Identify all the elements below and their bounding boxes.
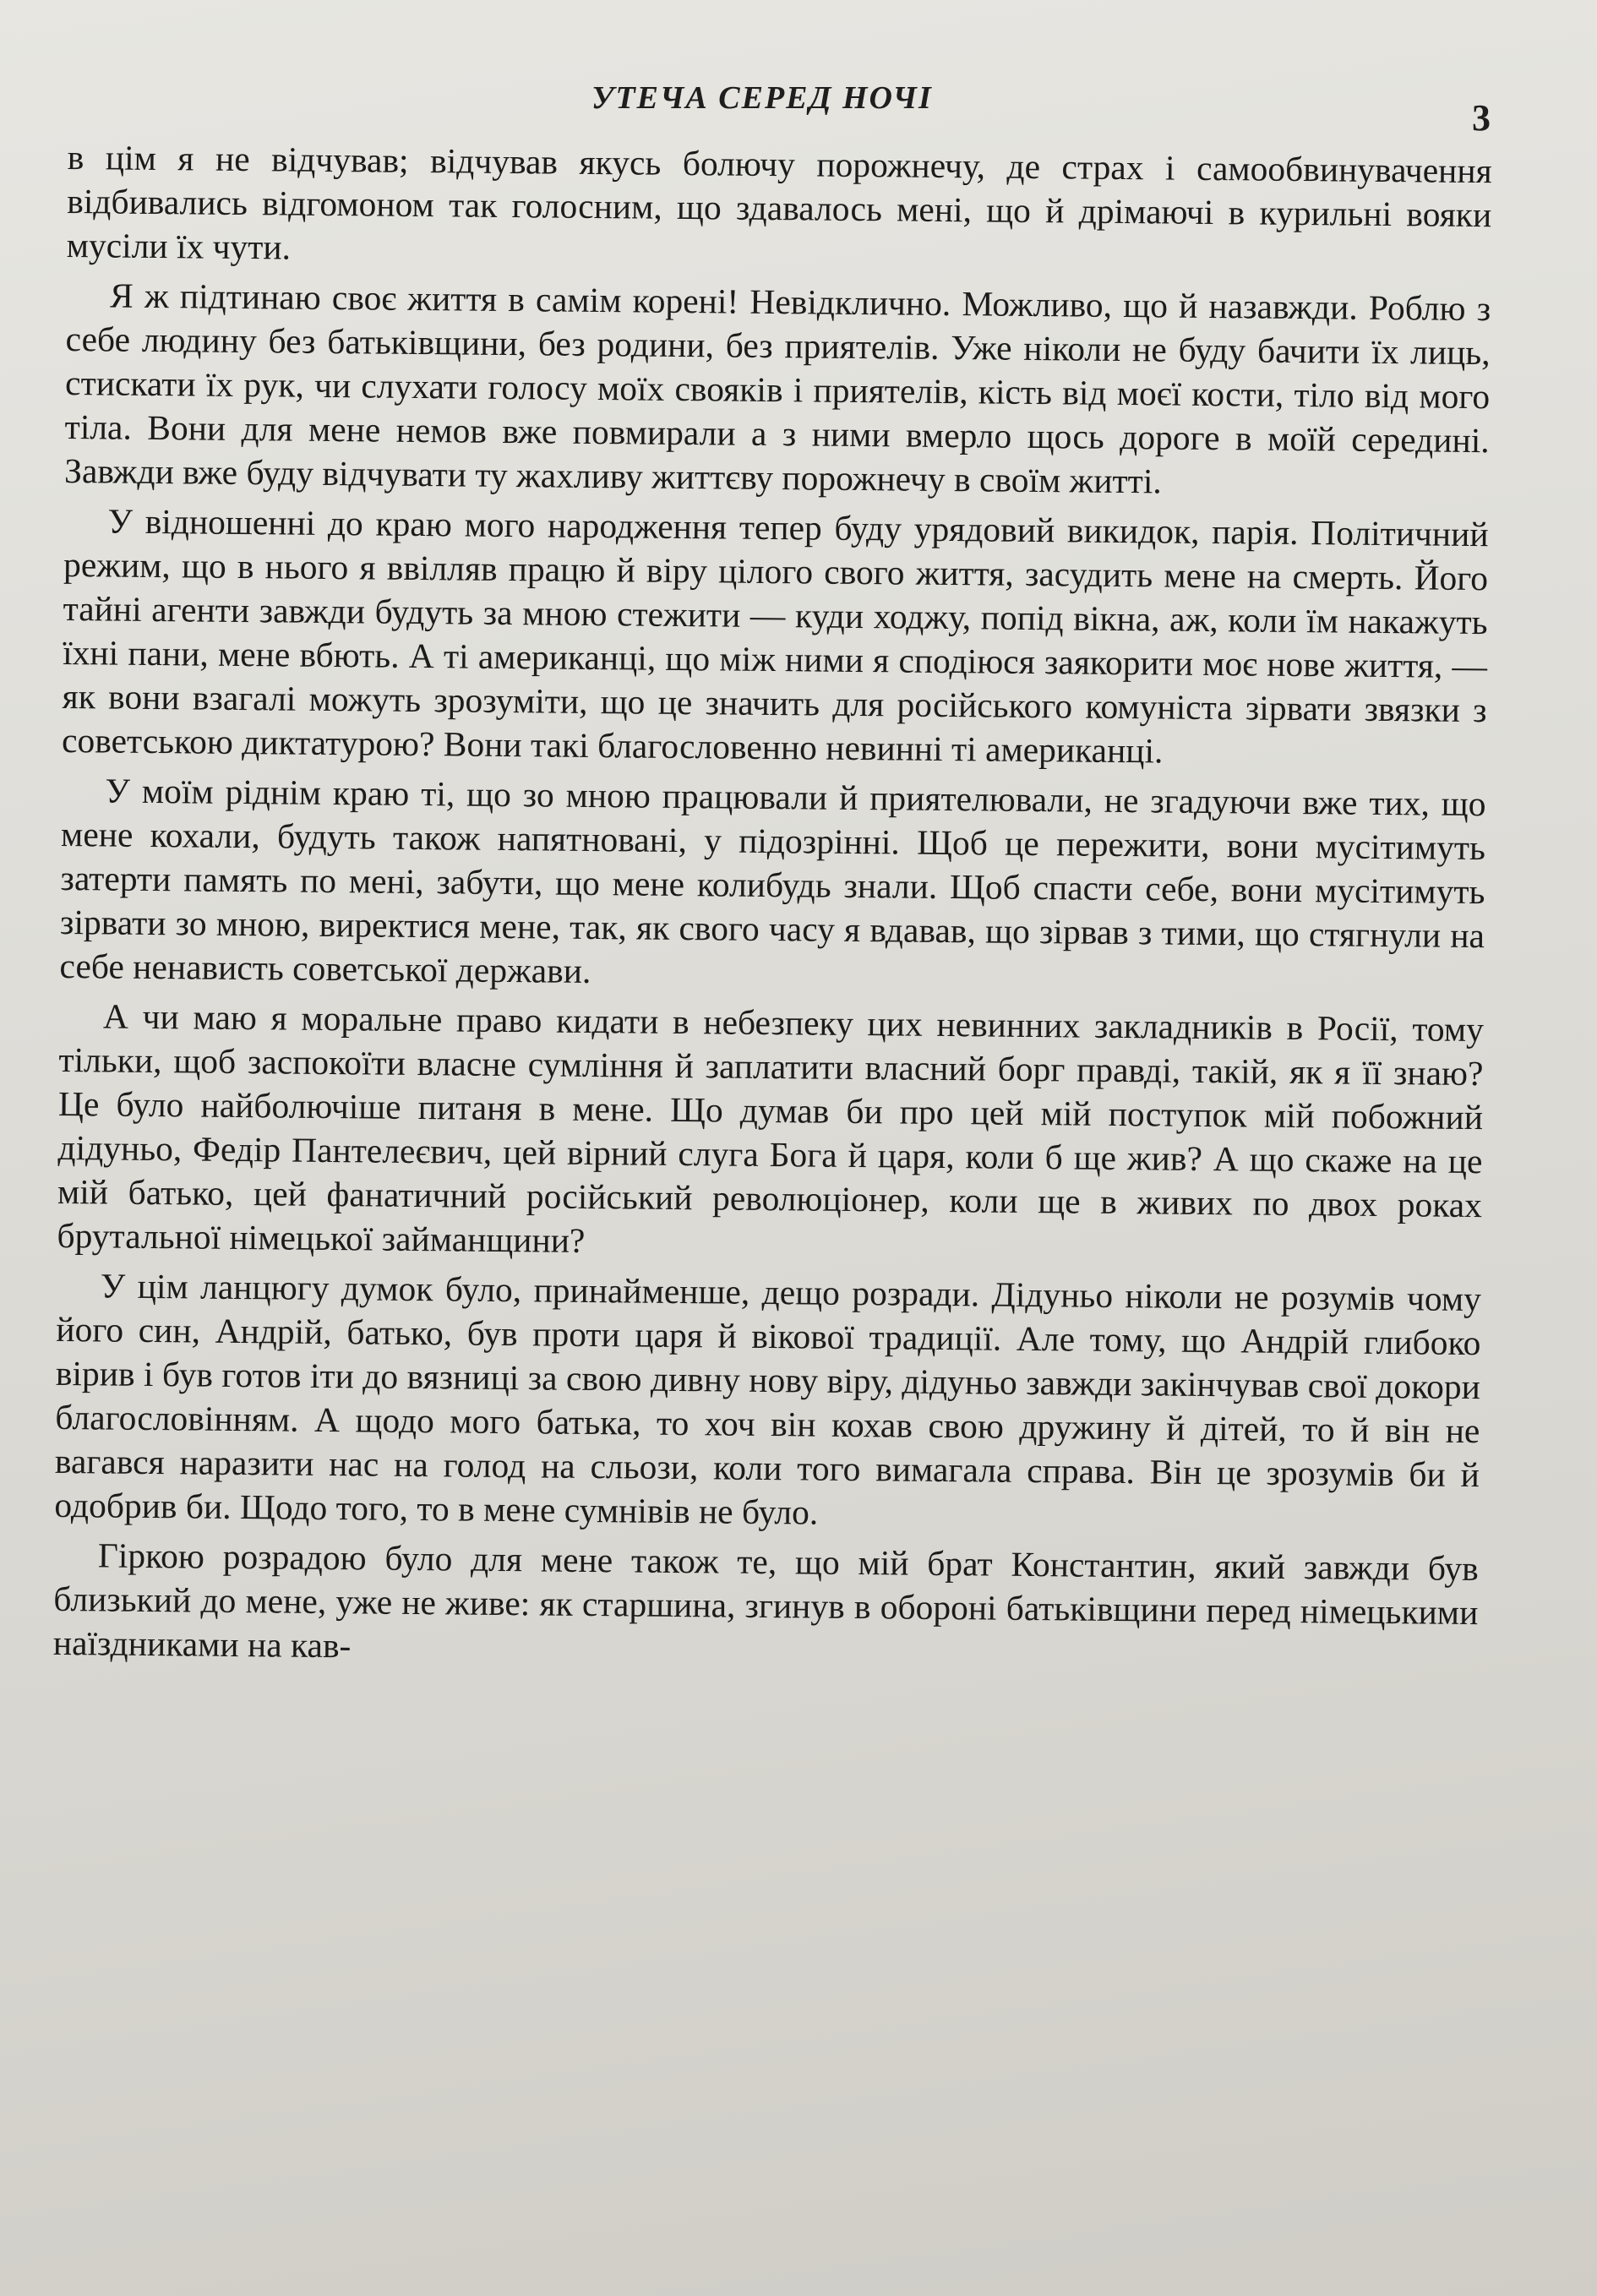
page-header — [0, 78, 1597, 139]
paragraph: в цім я не відчував; відчував якусь болючу порожнечу, де страх і самообвинувачення відбивались відгомоном так голосним, що здавалось мені, що й дрімаючі в курильні вояки мусіли їх чути. — [66, 137, 1492, 267]
page-number: 3 — [1472, 97, 1491, 139]
paragraph: А чи маю я моральне право кидати в небезпеку цих невинних закладників в Росії, тому тільки, щоб заспокоїти власне сумління й заплатити власний борг правді, такій, як я її знаю? Це було найболючіше питаня в мене. Що думав би про цей мій поступок мій побожний дідуньо, Федір Пантелеєвич, цей вірний слуга Бога й царя, коли б ще жив? А що скаже на це мій батько, цей фанатичний російський революціонер, коли ще в живих по двох роках брутальної німецької займанщини? — [57, 996, 1485, 1260]
paragraph: У відношенні до краю мого народження тепер буду урядовий викидок, парія. Політичний режим, що в нього я ввілляв працю й віру цілого свого життя, засудить мене на смерть. Його тайні агенти завжди будуть за мною стежити — куди ходжу, попід вікна, аж, коли їм накажуть їхні пани, мене вбють. А ті американці, що між ними я сподіюся заякорити моє нове життя, — як вони взагалі можуть зрозуміти, що це значить для російського комуніста зірвати звязки з советською диктатурою? Вони такі благословенно невинні ті американці. — [61, 501, 1489, 771]
body-text — [53, 135, 1492, 1684]
running-title: УТЕЧА СЕРЕД НОЧІ — [591, 80, 933, 116]
paragraph: У моїм ріднім краю ті, що зо мною працювали й приятелювали, не згадуючи вже тих, що мене кохали, будуть також напятновані, у підозрінні. Щоб це пережити, вони мусітимуть затерти память по мені, забути, що мене колибудь знали. Щоб спасти себе, вони мусітимуть зірвати зо мною, виректися мене, так, як свого часу я вдавав, що зірвав з тими, що стягнули на себе ненависть советської держави. — [59, 771, 1486, 990]
paragraph: Я ж підтинаю своє життя в самім корені! Невідклично. Можливо, що й назавжди. Роблю з себе людину без батьківщини, без родини, без приятелів. Уже ніколи не буду бачити їх лиць, стискати їх рук, чи слухати голосу моїх свояків і приятелів, кість від моєї кости, тіло від мого тіла. Вони для мене немов вже повмирали а з ними вмерло щось дороге в моїй середині. Завжди вже буду відчувати ту жахливу життєву порожнечу в своїм житті. — [63, 275, 1491, 501]
paragraph: Гіркою розрадою було для мене також те, що мій брат Константин, який завжди був близький до мене, уже не живе: як старшина, згинув в обороні батьківщини перед німецькими наїздниками на кав- — [52, 1535, 1480, 1666]
paragraph: У цім ланцюгу думок було, принайменше, дещо розради. Дідуньо ніколи не розумів чому його син, Андрій, батько, був проти царя й вікової традиції. Але тому, що Андрій глибоко вірив і був готов іти до вязниці за свою дивну нову віру, дідуньо завжди закінчував свої докори благословінням. А щодо мого батька, то хоч він кохав свою дружину й дітей, то й він не вагався наразити нас на голод на сльози, коли того вимагала справа. Він це зрозумів би й одобрив би. Щодо того, то в мене сумнівів не було. — [54, 1266, 1482, 1532]
